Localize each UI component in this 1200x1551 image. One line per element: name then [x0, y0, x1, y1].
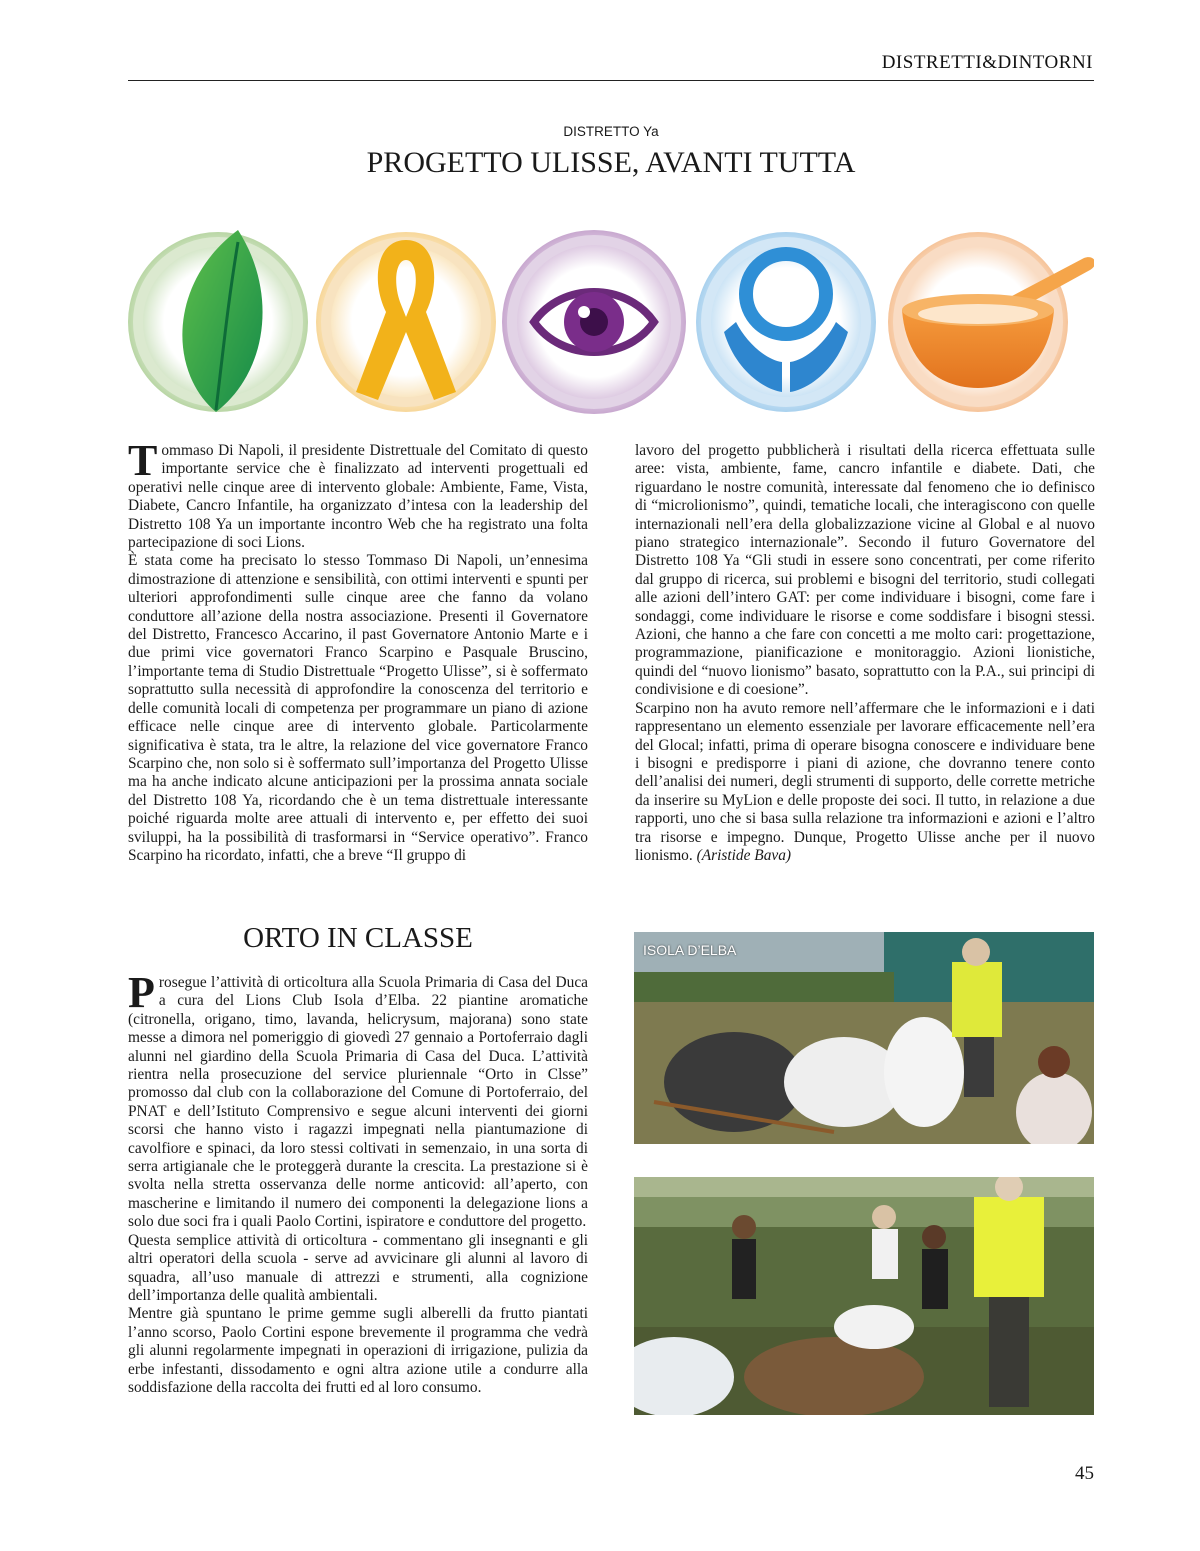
ribbon-icon	[316, 232, 496, 412]
article2-body	[128, 968, 588, 1397]
article-kicker: DISTRETTO Ya	[563, 124, 659, 139]
article1-paragraph: lavoro del progetto pubblicherà i risultati della ricerca effettuata sulle aree: vista, ambiente, fame, cancro infantile e diabete. Dati, che riguardano le nostre comunità, interessate dal fenomeno che io definisco di “microlionismo”, quindi, tematiche locali, che interagiscono con quelle internazionali nell’era della globalizzazione vicine al Global e al nuovo piano strategico internazionale”. Secondo il futuro Governatore del Distretto 108 Ya “Gli studi in essere sono concentrati, per come riferito dal gruppo di ricerca, sui problemi e bisogni del territorio, studi collegati alle azioni dell’intero GAT: per come individuare i bisogni, come fare i sondaggi, come individuare le risorse e come soddisfare i bisogni stessi. Azioni, che hanno a che fare con concetti a me molto cari: progettazione, programmazione, pianificazione e monitoraggio. Azioni lionistiche, quindi del “nuovo lionismo” basato, soprattutto con la P.A., sui principi di condivisione e di coesione”.	[635, 442, 1095, 699]
global-causes-icons	[128, 222, 1094, 422]
article2-title: ORTO IN CLASSE	[243, 922, 473, 954]
author-credit: (Aristide Bava)	[696, 846, 792, 864]
article1-paragraph: Tommaso Di Napoli, il presidente Distrettuale del Comitato di questo importante service che è finalizzato ad interventi progettuali ed operativi nelle cinque aree di intervento globale: Ambiente, Fame, Vista, Diabete, Cancro Infantile, ha organizzato d’intesa con la leadership del Distretto 108 Ya un importante incontro Web che ha registrato una folta partecipazione di soci Lions.	[128, 436, 588, 552]
article1-paragraph: Scarpino non ha avuto remore nell’affermare che le informazioni e i dati rappresentano un elemento essenziale per lavorare efficacemente nell’era del Glocal; infatti, prima di operare bisogna conoscere e individuare bene i bisogni e predisporre i piani di azione, che dovranno tenere conto dell’analisi dei numeri, degli strumenti di supporto, delle corrette metriche da inserire su MyLion e delle proposte dei soci. Il tutto, in relazione a due rapporti, uno che si basa sulla relazione tra informazioni e azioni e l’altro tra risorse e impegno. Dunque, Progetto Ulisse anche per il nuovo lionismo. (Aristide Bava)	[635, 699, 1095, 864]
leaf-icon	[128, 230, 308, 412]
bowl-icon	[888, 232, 1094, 412]
section-label: DISTRETTI&DINTORNI	[881, 52, 1093, 73]
photo-garden-activity	[634, 932, 1094, 1144]
article2-paragraph: Mentre già spuntano le prime gemme sugli alberelli da frutto piantati l’anno scorso, Paolo Cortini espone brevemente il programma che vedrà gli alunni regolarmente impegnati in operazioni di irrigazione, pulizia da erbe infestanti, dissodamento e ogni altra azione utile a condurre alla soddisfazione della raccolta dei frutti ed al loro consumo.	[128, 1305, 588, 1396]
article2-paragraph: Prosegue l’attività di orticoltura alla Scuola Primaria di Casa del Duca a cura del Lions Club Isola d’Elba. 22 piantine aromatiche (citronella, origano, timo, lavanda, helicrysum, majorana) sono state messe a dimora nel pomeriggio di giovedì 27 gennaio a Portoferraio dagli alunni nel giardino della Scuola Primaria di Casa del Duca. L’attività rientra nella prosecuzione del service pluriennale “Orto in Clsse” promosso dal club con la collaborazione del Comune di Portoferraio, del PNAT e dell’Istituto Comprensivo e segue alcuni interventi dei giorni scorsi che hanno visto i ragazzi impegnati nella piantumazione di cavolfiore e spinaci, da loro stessi coltivati in semenzaio, in una sorta di serra artigianale che le proteggerà durante la crescita. La prestazione si è svolta nella stretta osservanza delle norme anticovid: all’aperto, con mascherine e limitando il numero dei componenti la delegazione lions a solo due soci fra i quali Paolo Cortini, ispiratore e conduttore del progetto.	[128, 968, 588, 1231]
article-title: PROGETTO ULISSE, AVANTI TUTTA	[366, 146, 856, 179]
photo-students-planting	[634, 1177, 1094, 1415]
article1-column-right	[635, 442, 1095, 865]
article2-paragraph: Questa semplice attività di orticoltura - commentano gli insegnanti e gli altri operatori della scuola - serve ad avvicinare gli alunni al lavoro di squadra, all’uso manuale di attrezzi e strumenti, alla cognizione dell’importanza delle qualità ambientali.	[128, 1231, 588, 1304]
photo-label: ISOLA D’ELBA	[643, 942, 737, 958]
article1-paragraph: È stata come ha precisato lo stesso Tommaso Di Napoli, un’ennesima dimostrazione di attenzione e sensibilità, con ottimi interventi e spunti per ulteriori approfondimenti sulle cinque aree che fanno da volano conduttore all’azione della nostra associazione. Presenti il Governatore del Distretto, Francesco Accarino, il past Governatore Antonio Marte e i due primi vice governatori Franco Scarpino e Pasquale Bruscino, l’importante tema di Studio Distrettuale “Progetto Ulisse”, si è soffermato soprattutto sulla necessità di approfondire la conoscenza del territorio e delle comunità locali di competenza per programmare un piano di azione efficace nelle cinque aree di intervento globale. Particolarmente significativa è stata, tra le altre, la relazione del vice governatore Franco Scarpino che, non solo si è soffermato sull’importanza del Progetto Ulisse ma ha anche indicato alcune anticipazioni per la prossima annata sociale del Distretto 108 Ya, ricordando che è un tema distrettuale interessante poiché riguarda molte aree attuali di intervento e, per effetto dei suoi sviluppi, ha la possibilità di trasformarsi in “Service operativo”. Franco Scarpino ha ricordato, infatti, che a breve “Il gruppo di	[128, 552, 588, 864]
eye-icon	[502, 230, 686, 414]
page-number: 45	[1075, 1463, 1094, 1484]
dropcap: P	[128, 968, 155, 1017]
header-divider	[128, 80, 1094, 81]
article1-column-left	[128, 436, 588, 865]
hands-icon	[696, 232, 876, 412]
dropcap: T	[128, 436, 158, 485]
